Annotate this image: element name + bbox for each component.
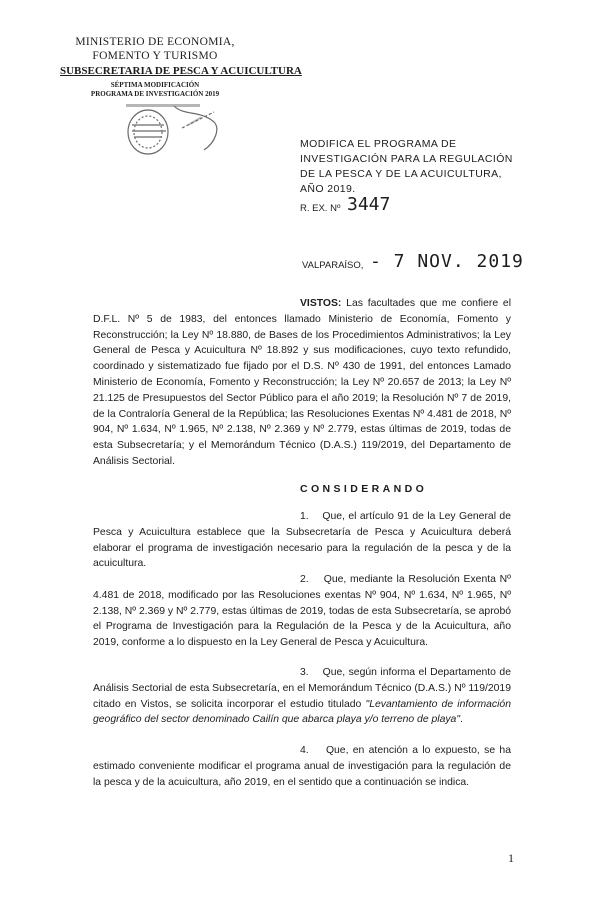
considerando-heading: CONSIDERANDO xyxy=(300,483,428,495)
ministry-line-1: MINISTERIO DE ECONOMIA, xyxy=(75,36,235,48)
item-text-end: . xyxy=(460,714,463,726)
page-number: 1 xyxy=(508,851,514,865)
considerando-item-3 xyxy=(93,665,511,728)
item-number: 4. xyxy=(300,745,309,756)
considerando-item-4 xyxy=(93,743,511,790)
indent-spacer xyxy=(93,574,300,585)
indent-spacer xyxy=(93,667,300,678)
indent-spacer xyxy=(93,745,300,756)
resolution-number: 3447 xyxy=(347,194,391,215)
vistos-text: Las facultades que me confiere el D.F.L. Nº 5 de 1983, del entonces llamado Ministerio de Economía, Fomento y Reconstrucción; la Ley Nº 18.880, de Bases de los Procedimientos Administrativos; la Ley General de Pesca y Acuicultura Nº 18.892 y sus modificaciones, cuyo texto refundido, coordinado y sistematizado fue fijado por el D.S. Nº 430 de 1991, del entonces Lamado Ministerio de Economía, Fomento y Reconstrucción; la Ley Nº 20.657 de 2013; la Ley Nº 21.125 de Presupuestos del Sector Público para el año 2019; la Resolución Nº 7 de 2019, de la Contraloría General de la República; las Resoluciones Exentas Nº 4.481 de 2018, Nº 904, Nº 1.634, Nº 1.965, Nº 2.138, Nº 2.369 y Nº 2.779, estas últimas de 2019, todas de esta Subsecretaría; y el Memorándum Técnico (D.A.S.) 119/2019, del Departamento de Análisis Sectorial. xyxy=(93,298,511,467)
item-text: Que, mediante la Resolución Exenta Nº 4.481 de 2018, modificado por las Resoluciones exentas Nº 904, Nº 1.634, Nº 1.965, Nº 2.138, Nº 2.369 y Nº 2.779, estas últimas de 2019, todas de esta Subsecretaría, se aprobó el Programa de Investigación para la Regulación de la Pesca y de la Acuicultura, año 2019, conforme a lo dispuesto en la Ley General de Pesca y Acuicultura. xyxy=(93,574,511,649)
considerando-item-2 xyxy=(93,572,511,651)
resolution-label: R. EX. Nº xyxy=(300,203,341,214)
item-text: Que, en atención a lo expuesto, se ha estimado conveniente modificar el programa anual de investigación para la regulación de la pesca y de la acuicultura, año 2019, en el sentido que a continuación se indica. xyxy=(93,745,511,788)
vistos-spacer xyxy=(93,298,300,309)
item-text: Que, según informa el Departamento de Análisis Sectorial de esta Subsecretaría, en el Memorándum Técnico (D.A.S.) Nº 119/2019 citado en Vistos, se solicita incorporar el estudio titulado xyxy=(93,667,511,710)
subsecretaria-heading: SUBSECRETARIA DE PESCA Y ACUICULTURA xyxy=(60,65,302,77)
program-label: PROGRAMA DE INVESTIGACIÓN 2019 xyxy=(90,90,220,98)
office-stamp-seal xyxy=(118,98,228,160)
city-label: VALPARAÍSO, xyxy=(302,260,364,271)
resolution-date: - 7 NOV. 2019 xyxy=(370,251,524,272)
item-number: 2. xyxy=(300,574,309,585)
modification-label: SÉPTIMA MODIFICACIÓN xyxy=(110,81,200,89)
study-title: "Levantamiento de información geográfico del sector denominado Cailín que abarca playa y/o terreno de playa" xyxy=(93,698,511,726)
indent-spacer xyxy=(93,511,300,522)
item-number: 1. xyxy=(300,511,309,522)
document-title: MODIFICA EL PROGRAMA DE INVESTIGACIÓN PARA LA REGULACIÓN DE LA PESCA Y DE LA ACUICULTURA, AÑO 2019. xyxy=(300,138,513,195)
ministry-line-2: FOMENTO Y TURISMO xyxy=(92,50,218,62)
considerando-item-1 xyxy=(93,509,511,572)
vistos-paragraph xyxy=(93,296,511,470)
item-text: Que, el artículo 91 de la Ley General de Pesca y Acuicultura establece que la Subsecretaría de Pesca y Acuicultura deberá elaborar el programa de investigación necesario para la regulación de la pesca y de la acuicultura. xyxy=(93,511,511,570)
vistos-heading: VISTOS: xyxy=(300,298,342,309)
item-number: 3. xyxy=(300,667,309,678)
